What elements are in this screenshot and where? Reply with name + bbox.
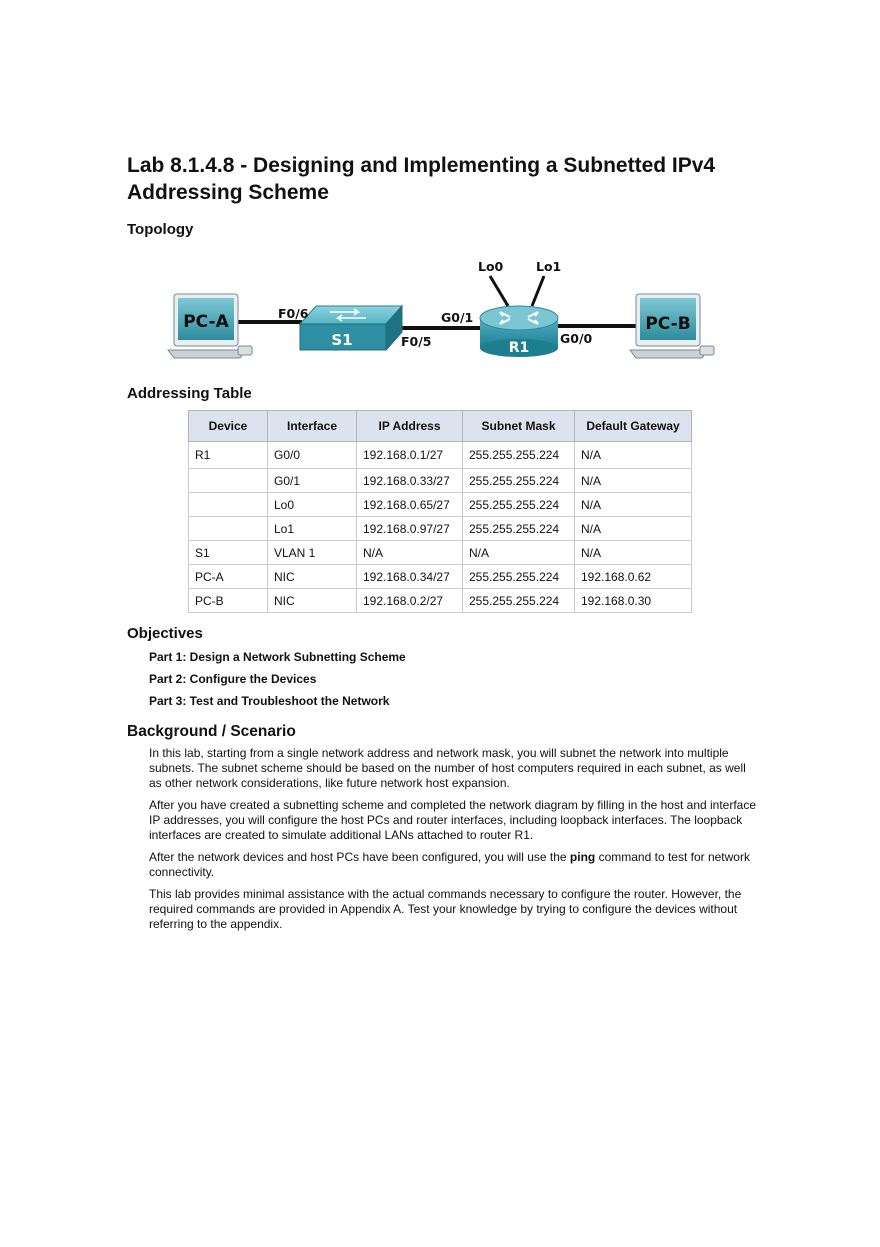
cell-ip: 192.168.0.97/27 [357,517,463,541]
col-header-ip-address: IP Address [357,411,463,442]
pc-b-label: PC-B [645,314,691,334]
ping-sentence-start: After the network devices and host PCs have been configured, you will use the [149,850,570,864]
addressing-table-heading: Addressing Table [127,385,252,402]
lo0-label: Lo0 [478,259,504,274]
addressing-table [188,410,692,613]
cell-mask: 255.255.255.224 [463,517,575,541]
cell-ip: 192.168.0.34/27 [357,565,463,589]
cell-interface: G0/0 [268,442,357,469]
cell-interface: Lo0 [268,493,357,517]
f0-5-label: F0/5 [401,334,432,349]
cell-ip: 192.168.0.33/27 [357,469,463,493]
cell-device: PC-A [189,565,268,589]
cell-mask: 255.255.255.224 [463,493,575,517]
f0-6-label: F0/6 [278,306,309,321]
table-row [189,469,692,493]
background-text [149,746,761,939]
col-header-subnet-mask: Subnet Mask [463,411,575,442]
g0-0-label: G0/0 [560,331,593,346]
cell-device [189,493,268,517]
background-paragraph [149,850,761,880]
cell-gateway: N/A [575,469,692,493]
cell-ip: 192.168.0.2/27 [357,589,463,613]
table-row [189,493,692,517]
col-header-device: Device [189,411,268,442]
pc-a-label: PC-A [183,312,229,332]
cell-mask: 255.255.255.224 [463,589,575,613]
cell-device [189,517,268,541]
g0-1-label: G0/1 [441,310,474,325]
cell-interface: NIC [268,565,357,589]
cell-interface: Lo1 [268,517,357,541]
objective-item: Part 1: Design a Network Subnetting Scheme [149,650,406,664]
topology-diagram [160,254,726,372]
background-paragraph: After you have created a subnetting scheme and completed the network diagram by filling in the host and interface IP addresses, you will configure the host PCs and router interfaces, including loopback interfaces. The loopback interfaces are created to simulate additional LANs attached to router R1. [149,798,757,842]
objectives-heading: Objectives [127,625,203,642]
cell-interface: NIC [268,589,357,613]
cell-device: PC-B [189,589,268,613]
cell-gateway: N/A [575,541,692,565]
ping-sentence-end: command to test for network connectivity. [149,850,750,879]
cell-gateway: 192.168.0.30 [575,589,692,613]
table-row [189,589,692,613]
col-header-interface: Interface [268,411,357,442]
link-lo1 [532,276,544,306]
cell-ip: 192.168.0.1/27 [357,442,463,469]
cell-mask: 255.255.255.224 [463,442,575,469]
table-row [189,541,692,565]
lo1-label: Lo1 [536,259,562,274]
table-row [189,442,692,469]
cell-ip: N/A [357,541,463,565]
cell-mask: 255.255.255.224 [463,565,575,589]
cell-gateway: N/A [575,442,692,469]
cell-gateway: N/A [575,493,692,517]
table-row [189,565,692,589]
link-lo0 [490,276,508,306]
background-paragraph: This lab provides minimal assistance with the actual commands necessary to configure the router. However, the required commands are provided in Appendix A. Test your knowledge by trying to configure the devices without referring to the appendix. [149,887,742,931]
s1-label: S1 [331,331,353,349]
table-row [189,517,692,541]
background-paragraph: In this lab, starting from a single network address and network mask, you will subnet the network into multiple subnets. The subnet scheme should be based on the number of host computers required in each subnet, as well as other network considerations, like future network host expansion. [149,746,746,790]
background-heading: Background / Scenario [127,723,296,740]
cell-device [189,469,268,493]
lab-title: Lab 8.1.4.8 - Designing and Implementing a Subnetted IPv4 Addressing Scheme [127,154,716,204]
r1-label: R1 [508,340,530,356]
table-header-row [189,411,692,442]
cell-ip: 192.168.0.65/27 [357,493,463,517]
ping-command: ping [569,850,596,864]
objective-item: Part 3: Test and Troubleshoot the Network [149,694,390,708]
cell-gateway: N/A [575,517,692,541]
cell-mask: N/A [463,541,575,565]
cell-interface: G0/1 [268,469,357,493]
topology-heading: Topology [127,221,194,238]
col-header-default-gateway: Default Gateway [575,411,692,442]
cell-mask: 255.255.255.224 [463,469,575,493]
cell-device: S1 [189,541,268,565]
cell-gateway: 192.168.0.62 [575,565,692,589]
objectives-list [149,648,406,714]
cell-device: R1 [189,442,268,469]
cell-interface: VLAN 1 [268,541,357,565]
objective-item: Part 2: Configure the Devices [149,672,317,686]
